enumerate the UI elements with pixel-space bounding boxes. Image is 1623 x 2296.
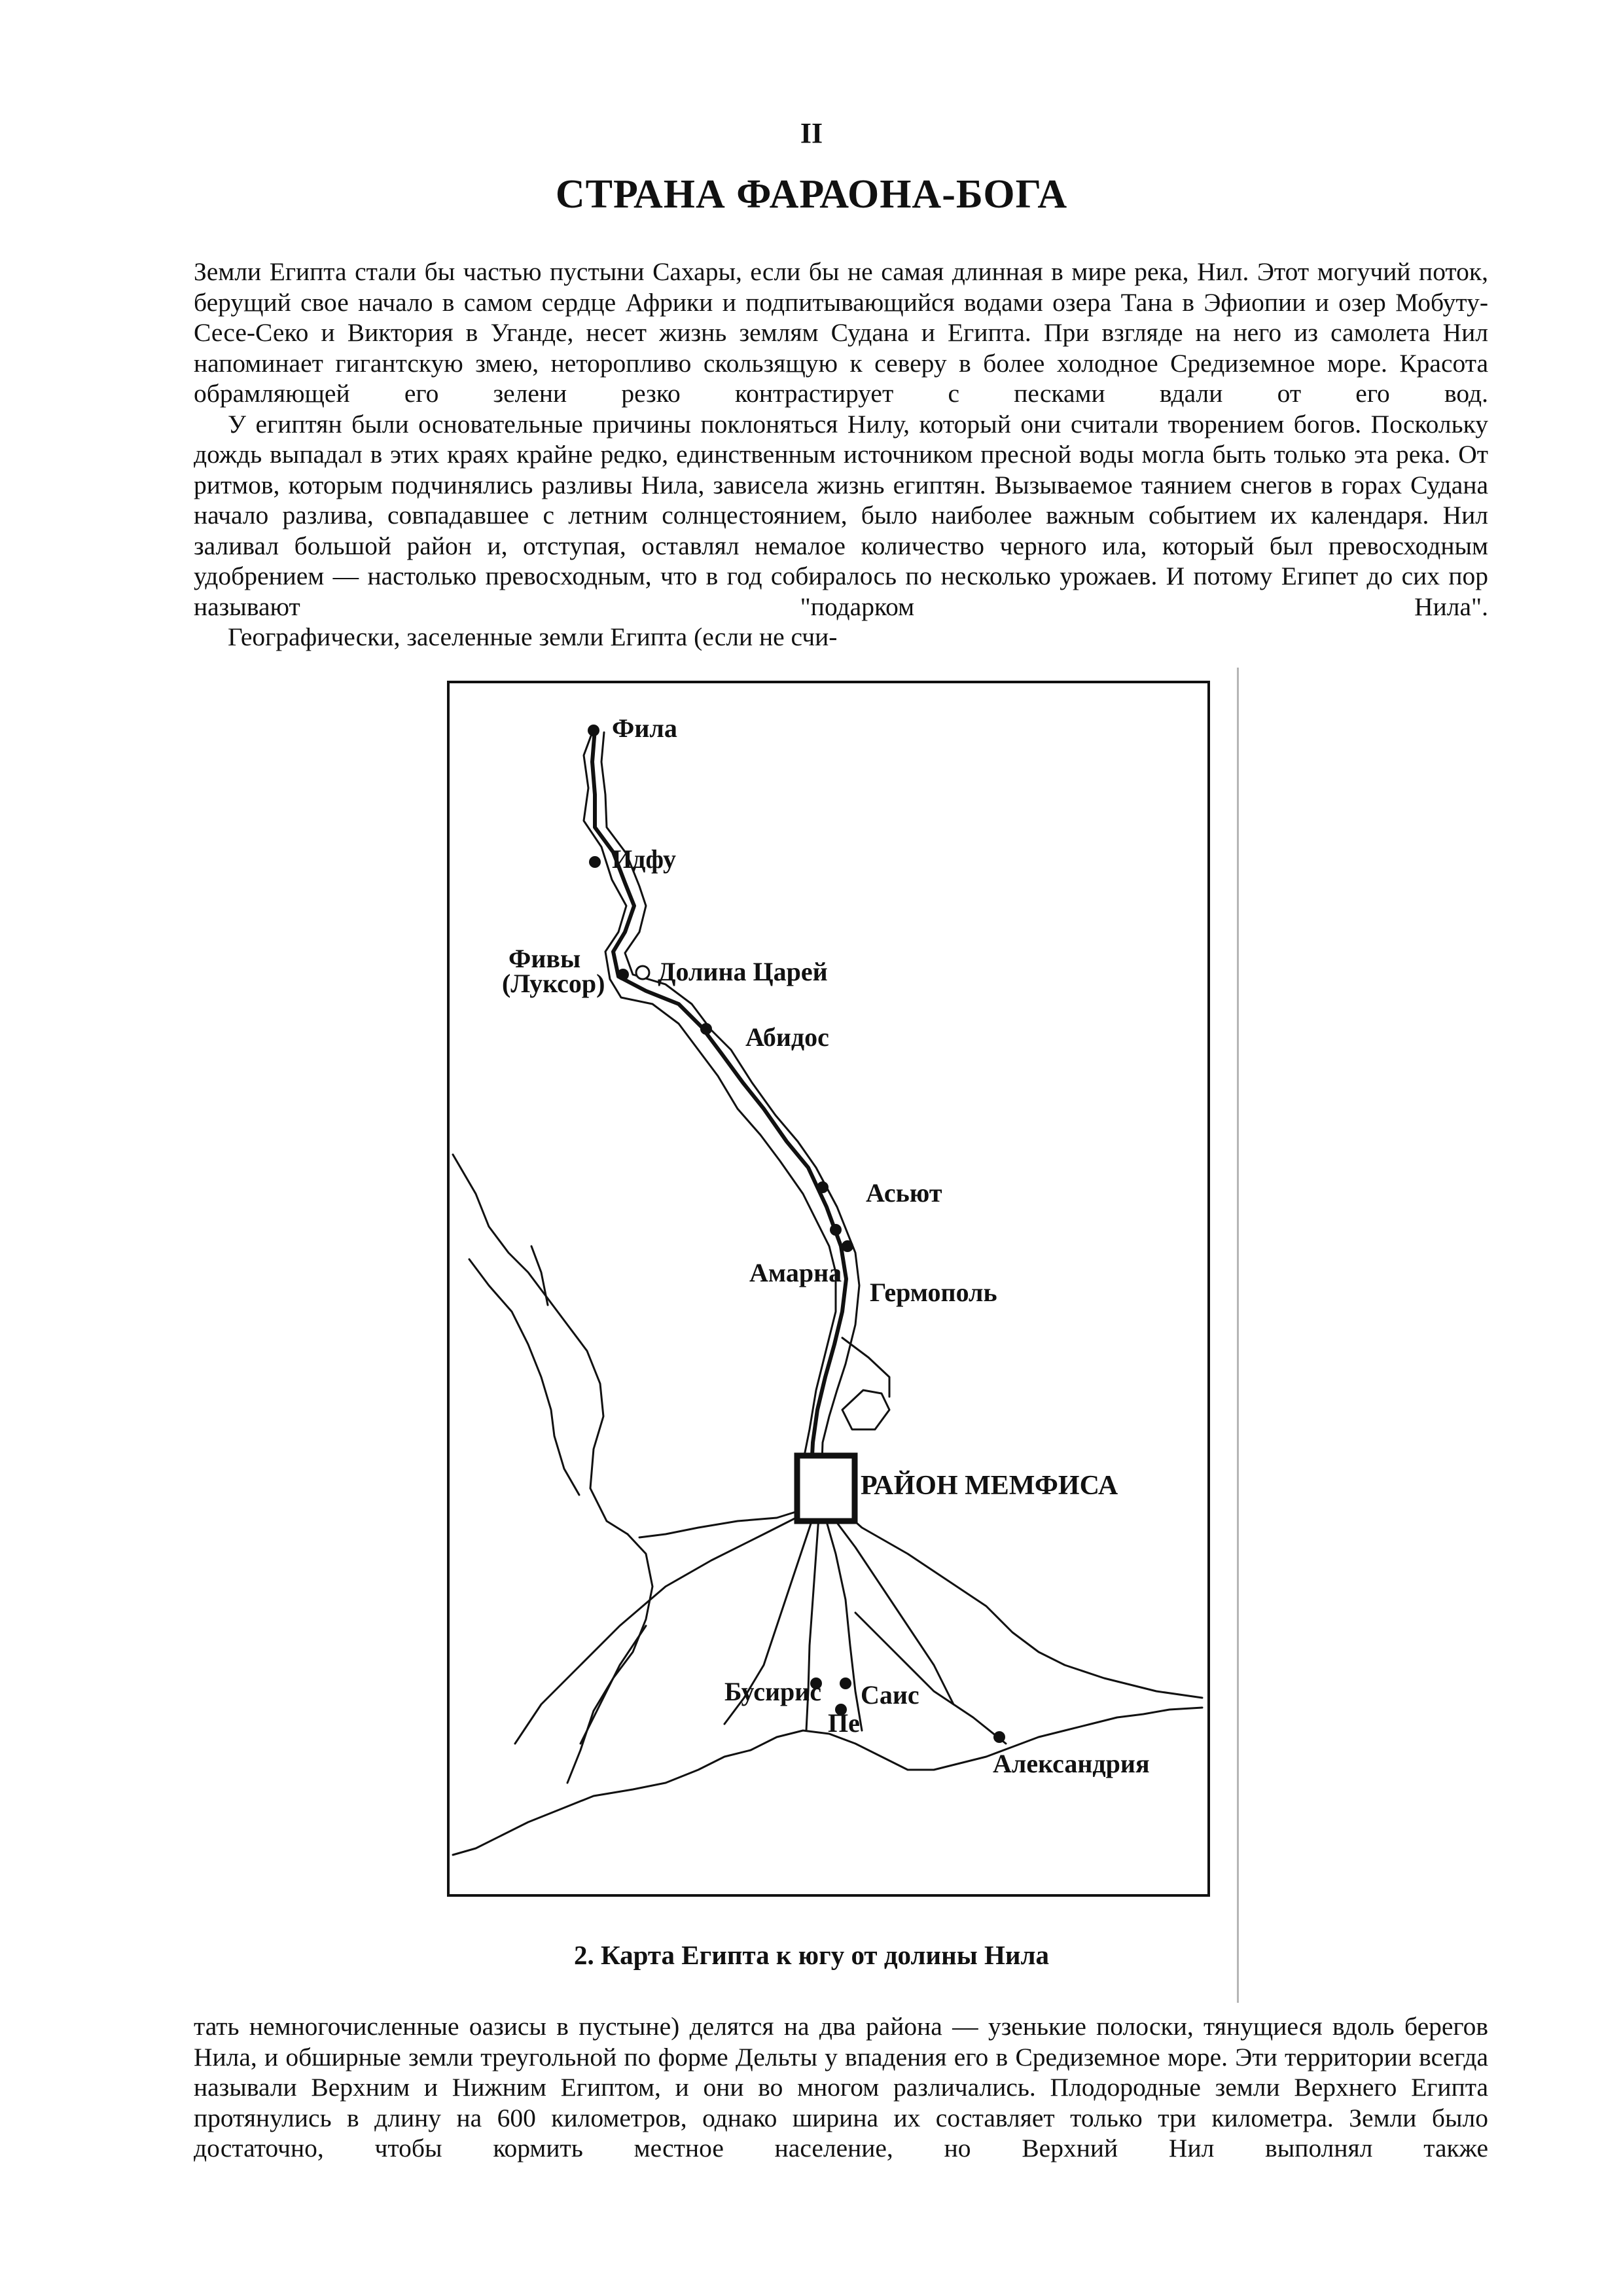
delta-branch <box>855 1613 1006 1744</box>
text-block-before-map <box>194 257 1488 653</box>
site-marker-alexandria <box>993 1731 1005 1743</box>
paragraph: Географически, заселенные земли Египта (если не счи- <box>228 622 838 651</box>
site-marker-amarna <box>830 1224 842 1236</box>
map-label-hermopol: Гермополь <box>870 1278 997 1307</box>
map-label-abydos: Абидос <box>745 1022 829 1052</box>
map-label-alexandria: Александрия <box>993 1749 1150 1778</box>
paragraph: У египтян были основательные причины поклоняться Нилу, который они считали творением богов. Поскольку дождь выпадал в этих краях крайне редко, единственным источником пресной воды могла быть только эта река. От ритмов, которым подчинялись разливы Нила, зависела жизнь египтян. Вызываемое таянием снегов в горах Судана начало разлива, совпадавшее с летним солнцестоянием, было наиболее важным событием их календаря. Нил заливал большой район и, отступая, оставлял немалое количество черного ила, который был превосходным удобрением — настолько превосходным, что в год собиралось по несколько урожаев. И потому Египет до сих пор называют "подарком Нила". <box>194 409 1488 621</box>
map-label-fivy: Фивы <box>508 944 581 973</box>
site-marker-idfu <box>589 856 601 868</box>
map-label-valley-of-kings: Долина Царей <box>658 957 828 986</box>
egypt-map <box>447 681 1210 1897</box>
map-label-asyut: Асьют <box>866 1178 942 1208</box>
map-label-busiris: Бусирис <box>724 1677 822 1706</box>
map-label-fila: Фила <box>612 713 677 743</box>
delta-branch <box>515 1509 813 1744</box>
map-label-idfu: Идфу <box>612 844 677 874</box>
western-wadi <box>453 1155 628 1534</box>
site-marker-fivy <box>617 969 629 980</box>
chapter-title: СТРАНА ФАРАОНА-БОГА <box>555 172 1068 217</box>
chapter-number: II <box>800 117 823 149</box>
western-wadi <box>469 1259 579 1495</box>
map-label-pe: Пе <box>828 1708 860 1738</box>
western-wadi <box>531 1246 548 1305</box>
text-block-after-map <box>194 2011 1488 2164</box>
delta-east-edge <box>832 1501 1202 1698</box>
faiyum-lake <box>842 1390 889 1429</box>
site-marker-fila <box>588 725 599 736</box>
paragraph: Земли Египта стали бы частью пустыни Сахары, если бы не самая длинная в мире река, Нил. Этот могучий поток, берущий свое начало в самом сердце Африки и подпитывающийся водами озера Тана в Эфиопии и озер Мобуту-Сесе-Секо и Виктория в Уганде, несет жизнь землям Судана и Египта. При взгляде на него из самолета Нил напоминает гигантскую змею, неторопливо скользящую к северу в более холодное Средиземное море. Красота обрамляющей его зелени резко контрастирует с песками вдали от его вод. <box>194 257 1488 408</box>
site-marker-sais <box>840 1677 851 1689</box>
site-marker-abydos <box>700 1023 712 1035</box>
map-caption: 2. Карта Египта к югу от долины Нила <box>573 1940 1050 1970</box>
map-label-amarna: Амарна <box>749 1258 842 1287</box>
map-label-sais: Саис <box>861 1680 919 1710</box>
map-side-rule <box>1237 668 1239 2003</box>
site-marker-hermopol <box>842 1240 853 1252</box>
delta-branch <box>823 1508 862 1731</box>
map-label-luxor: (Луксор) <box>502 969 605 998</box>
map-label-memphis-region: РАЙОН МЕМФИСА <box>861 1471 1118 1501</box>
nile-river <box>592 729 846 1482</box>
delta-branch <box>826 1508 954 1704</box>
delta-west-edge <box>567 1534 652 1783</box>
paragraph: тать немногочисленные оазисы в пустыне) делятся на два района — узенькие полоски, тянущиеся вдоль берегов Нила, и обширные земли треугольной по форме Дельты у впадения его в Средиземное море. Эти территории всегда называли Верхним и Нижним Египтом, и они во многом различались. Плодородные земли Верхнего Египта протянулись в длину на 600 километров, однако ширина их составляет только три километра. Земли было достаточно, чтобы кормить местное население, но Верхний Нил выполнял также <box>194 2012 1488 2162</box>
delta-apex-west <box>639 1508 808 1537</box>
site-marker-valley-of-kings <box>636 966 649 979</box>
site-marker-asyut <box>817 1181 829 1193</box>
memphis-region-box <box>797 1456 855 1521</box>
